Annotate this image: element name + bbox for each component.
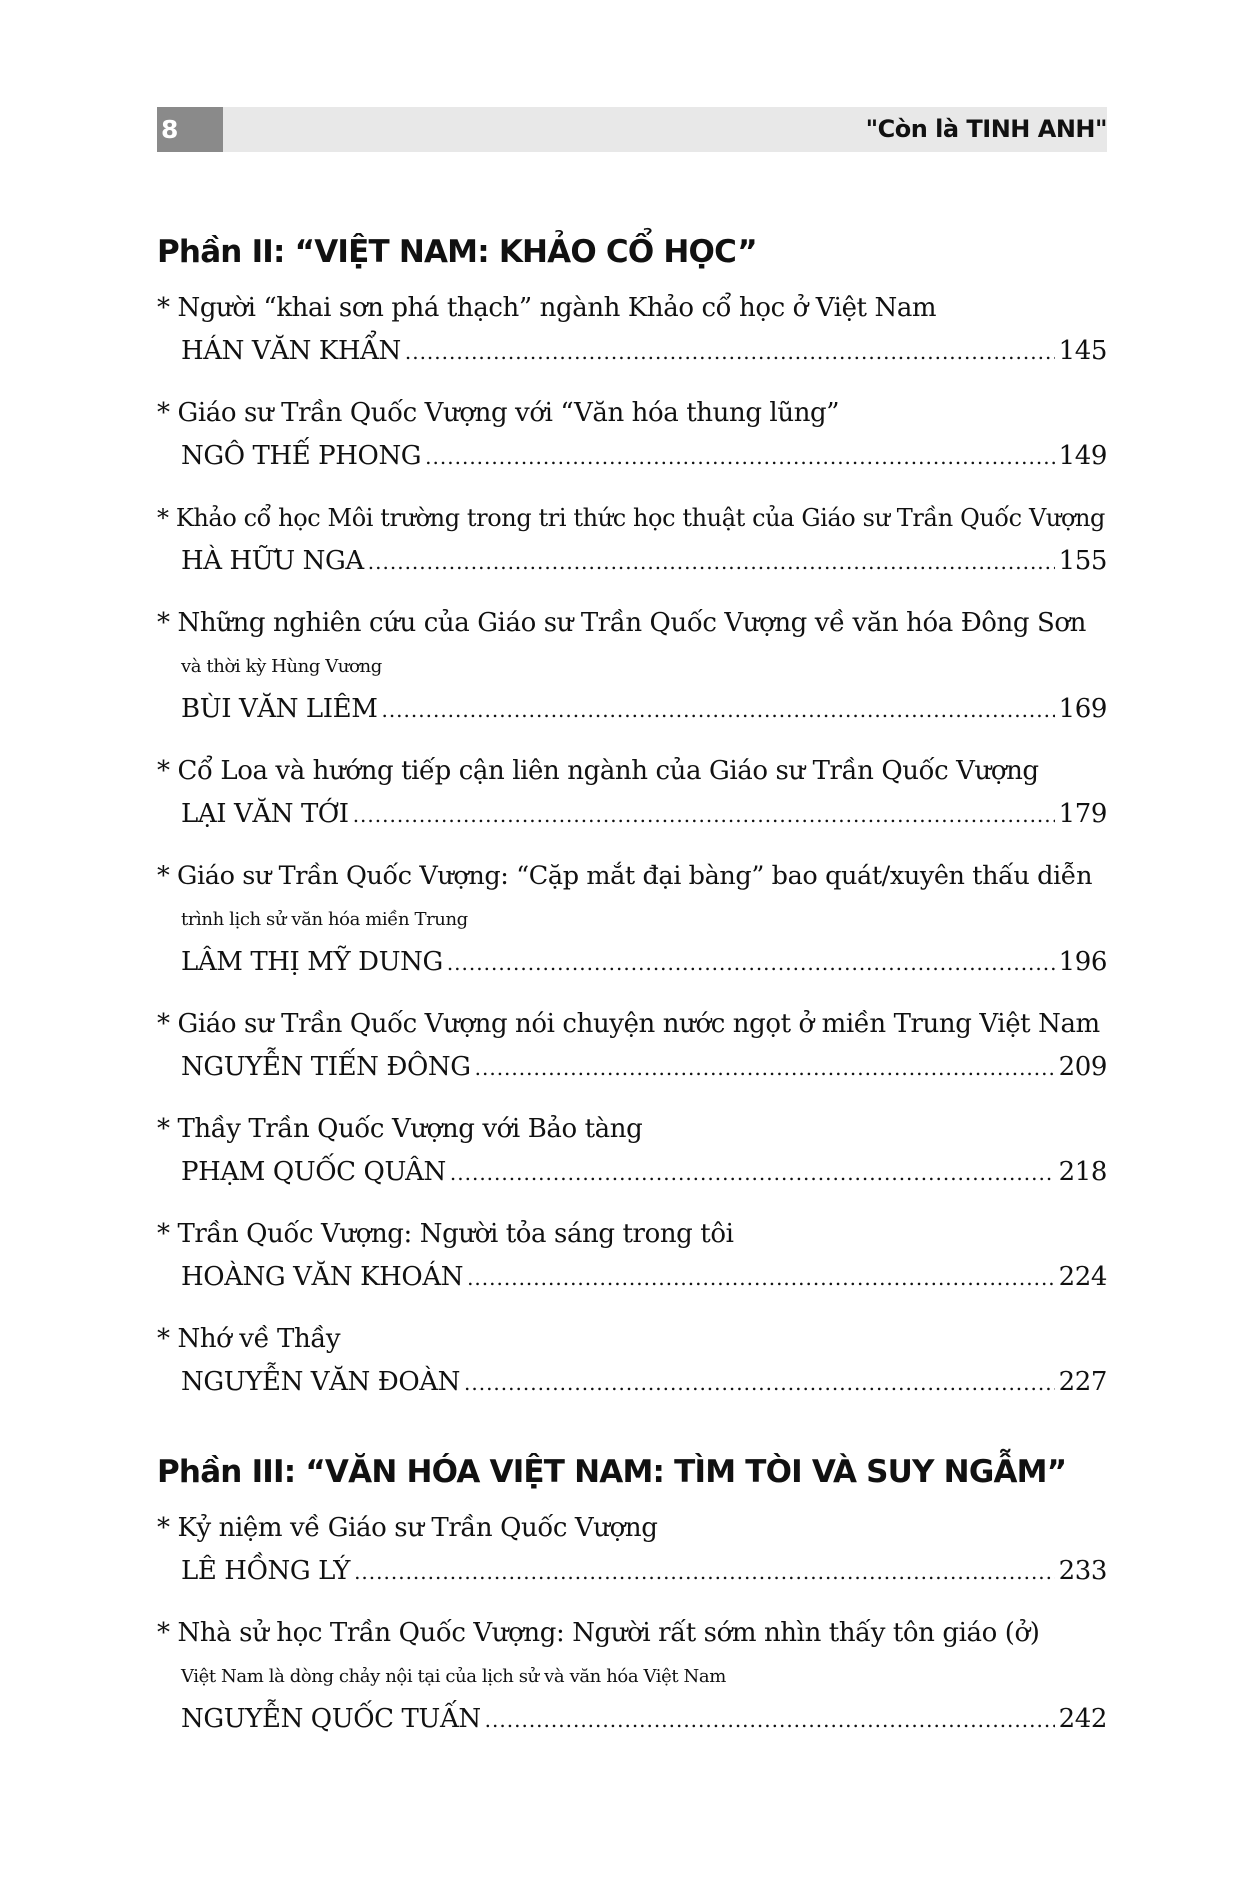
dot-leader (464, 1362, 1055, 1405)
toc-entry-page-number: 224 (1058, 1262, 1107, 1292)
dot-leader (485, 1699, 1055, 1742)
toc-entry-title: * Khảo cổ học Môi trường trong tri thức học thuật của Giáo sư Trần Quốc Vượng (157, 504, 1106, 532)
toc-entry-page-number: 242 (1058, 1704, 1107, 1734)
toc-entry (157, 1213, 1107, 1300)
toc-entry-author: HOÀNG VĂN KHOÁN (181, 1262, 464, 1292)
toc-entry-page-number: 149 (1058, 441, 1107, 471)
toc-entry (157, 855, 1107, 985)
toc-section-part-2 (157, 232, 1107, 1405)
toc-entry-title: * Trần Quốc Vượng: Người tỏa sáng trong tôi (157, 1219, 734, 1249)
toc-entry-author: NGÔ THẾ PHONG (181, 441, 422, 471)
toc-entry (157, 1108, 1107, 1195)
toc-entry-title: * Giáo sư Trần Quốc Vượng: “Cặp mắt đại bàng” bao quát/xuyên thấu diễn (157, 861, 1093, 891)
toc-entry-title: * Cổ Loa và hướng tiếp cận liên ngành của Giáo sư Trần Quốc Vượng (157, 756, 1039, 786)
toc-entry-author: NGUYỄN TIẾN ĐÔNG (181, 1052, 471, 1082)
toc-entry-page-number: 155 (1058, 546, 1107, 576)
toc-entry (157, 497, 1107, 584)
running-header (157, 107, 1107, 152)
dot-leader (353, 794, 1055, 837)
toc-entry-author: LÂM THỊ MỸ DUNG (181, 947, 443, 977)
dot-leader (381, 689, 1054, 732)
toc-entry-title: Việt Nam là dòng chảy nội tại của lịch sử và văn hóa Việt Nam (181, 1666, 726, 1687)
toc-entry-title: * Nhớ về Thầy (157, 1324, 341, 1354)
toc-entry-author-line (157, 1550, 1107, 1594)
toc-entry-title: và thời kỳ Hùng Vương (181, 656, 382, 677)
page-number: 8 (157, 107, 223, 152)
toc-entry-author: BÙI VĂN LIÊM (181, 694, 378, 724)
section-heading: Phần III: “VĂN HÓA VIỆT NAM: TÌM TÒI VÀ SUY NGẪM” (157, 1454, 1067, 1490)
toc-entry-title: * Thầy Trần Quốc Vượng với Bảo tàng (157, 1114, 643, 1144)
toc-section-part-3 (157, 1452, 1107, 1742)
toc-entry-title: * Giáo sư Trần Quốc Vượng nói chuyện nước ngọt ở miền Trung Việt Nam (157, 1009, 1100, 1039)
dot-leader (475, 1047, 1055, 1090)
toc-entry-page-number: 196 (1058, 947, 1107, 977)
toc-entry-author-line (157, 793, 1107, 837)
toc-entry-page-number: 218 (1058, 1157, 1107, 1187)
toc-entry (157, 392, 1107, 479)
toc-entry-author-line (157, 688, 1107, 732)
toc-entry-title: * Nhà sử học Trần Quốc Vượng: Người rất sớm nhìn thấy tôn giáo (ở) (157, 1618, 1040, 1648)
toc-entry-author: LÊ HỒNG LÝ (181, 1556, 351, 1586)
toc-entry-author: NGUYỄN VĂN ĐOÀN (181, 1367, 460, 1397)
toc-entry-author-line (157, 540, 1107, 584)
toc-entry-page-number: 179 (1058, 799, 1107, 829)
toc-entry-page-number: 209 (1058, 1052, 1107, 1082)
toc-entry-author: HÁN VĂN KHẨN (181, 336, 401, 366)
dot-leader (405, 331, 1055, 374)
toc-entry (157, 1507, 1107, 1594)
toc-entry (157, 1612, 1107, 1742)
toc-entry-page-number: 145 (1058, 336, 1107, 366)
toc-entry-author-line (157, 941, 1107, 985)
toc-entry (157, 750, 1107, 837)
toc-entry-author-line (157, 1151, 1107, 1195)
section-heading: Phần II: “VIỆT NAM: KHẢO CỔ HỌC” (157, 234, 757, 270)
toc-entry (157, 1003, 1107, 1090)
dot-leader (467, 1257, 1055, 1300)
toc-entry-title: * Kỷ niệm về Giáo sư Trần Quốc Vượng (157, 1513, 658, 1543)
dot-leader (447, 942, 1055, 985)
dot-leader (368, 541, 1055, 584)
toc-entry-author: PHẠM QUỐC QUÂN (181, 1157, 446, 1187)
toc-entry-author: HÀ HỮU NGA (181, 546, 364, 576)
toc-entry-author-line (157, 330, 1107, 374)
toc-entry-author: LẠI VĂN TỚI (181, 799, 349, 829)
toc-entry-author-line (157, 1256, 1107, 1300)
toc-entry-page-number: 169 (1058, 694, 1107, 724)
toc-entry-author-line (157, 1698, 1107, 1742)
toc-entry-title: * Những nghiên cứu của Giáo sư Trần Quốc Vượng về văn hóa Đông Sơn (157, 608, 1086, 638)
toc-entry-author: NGUYỄN QUỐC TUẤN (181, 1704, 481, 1734)
dot-leader (354, 1551, 1055, 1594)
toc-entry-author-line (157, 435, 1107, 479)
toc-entry-author-line (157, 1046, 1107, 1090)
running-title: "Còn là TINH ANH" (865, 115, 1107, 143)
toc-entry (157, 287, 1107, 374)
toc-entry-title: trình lịch sử văn hóa miền Trung (181, 909, 468, 930)
dot-leader (425, 436, 1054, 479)
toc-entry-author-line (157, 1361, 1107, 1405)
toc-entry (157, 602, 1107, 732)
toc-entry-title: * Người “khai sơn phá thạch” ngành Khảo cổ học ở Việt Nam (157, 293, 937, 323)
toc-entry (157, 1318, 1107, 1405)
dot-leader (450, 1152, 1055, 1195)
toc-entry-title: * Giáo sư Trần Quốc Vượng với “Văn hóa thung lũng” (157, 398, 840, 428)
toc-entry-page-number: 233 (1058, 1556, 1107, 1586)
toc-entry-page-number: 227 (1058, 1367, 1107, 1397)
